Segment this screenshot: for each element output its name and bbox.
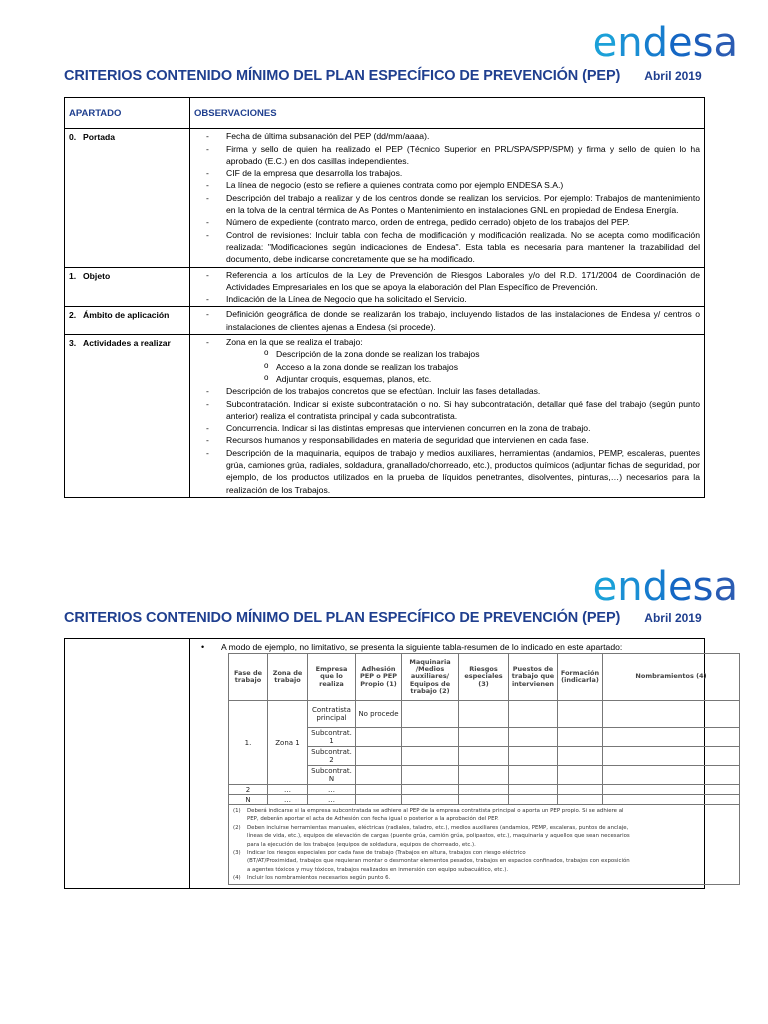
list-item [194,216,700,228]
fase-cell: 1. [229,701,268,785]
endesa-logo [593,564,738,610]
empresa-cell: Subcontrat. 1 [308,728,356,747]
sub-list-item: o Acceso a la zona donde se realizan los trabajos [258,361,700,373]
list-item [194,130,700,142]
list-item [194,447,700,496]
footnote-number: (4) [233,875,241,882]
summary-header-cell: Adhesión PEP o PEP Propio (1) [356,654,402,701]
footnote-number: (1) [233,808,241,814]
observation-list [194,130,700,265]
section-title: Ámbito de aplicación [83,310,170,321]
table-row [229,701,740,728]
section-label [65,335,190,498]
document-page-2 [0,560,768,1024]
summary-table [228,653,740,805]
section-label [65,129,190,267]
table-row [65,129,705,267]
list-item-text: Control de revisiones: Incluir tabla con fecha de modificación y modificación realizada. No se acepta como modificación realizada: "Modificaciones según indicaciones de Endesa". Esta tabla es necesaria para mantener la trazabilidad del documento, debe indicarse concretamente que se ha modificado. [226,229,700,265]
section-number: 0. [69,132,77,143]
criteria-table-body [65,129,705,498]
section-observations [190,129,705,267]
document-title: CRITERIOS CONTENIDO MÍNIMO DEL PLAN ESPECÍFICO DE PREVENCIÓN (PEP) [64,68,621,84]
summary-table-image [228,653,740,885]
footnote-text: Indicar los riesgos especiales por cada fase de trabajo (Trabajos en altura, trabajos con riesgo eléctrico [247,850,526,857]
summary-header-cell: Riesgos especiales (3) [459,654,509,701]
section-observations [190,307,705,335]
list-item-text: Zona en la que se realiza el trabajo: [226,337,363,348]
section-label [65,307,190,335]
example-intro-text: A modo de ejemplo, no limitativo, se presenta la siguiente tabla-resumen de lo indicado en este apartado: [221,642,623,652]
footnote-text: Deben incluirse herramientas manuales, eléctricas (radiales, taladro, etc.), medios auxiliares (andamios, PEMP, escaleras, puntos de anclaje, [247,824,629,831]
empresa-cell: Subcontrat. 2 [308,747,356,766]
list-item [194,398,700,423]
list-item-text: Número de expediente (contrato marco, orden de entrega, pedido cerrado) objeto de los trabajos del PEP. [226,217,630,228]
adhesion-cell: No procede [356,701,402,728]
footnote [233,874,735,882]
footnote [233,849,735,857]
list-item-text: Referencia a los artículos de la Ley de Prevención de Riesgos Laborales y/o del R.D. 171/2004 de Coordinación de Actividades Empresariales en los que se apoya la elaboración del Plan Específico de Prevención. [226,269,700,292]
list-item [194,434,700,446]
list-item [194,269,700,294]
list-item [194,179,700,191]
empresa-cell: Subcontrat. N [308,766,356,785]
table-row [229,785,740,795]
list-item [194,192,700,217]
observation-list [194,336,700,496]
sub-list [258,348,700,385]
sub-list-item: o Descripción de la zona donde se realizan los trabajos [258,348,700,360]
fase-cell: N [229,795,268,805]
empresa-cell: … [308,795,356,805]
list-item-text: Descripción de los trabajos concretos que se efectúan. Incluir las fases detalladas. [226,386,541,397]
section-title: Objeto [83,270,111,281]
list-item-text: CIF de la empresa que desarrolla los trabajos. [226,168,403,179]
empresa-cell: … [308,785,356,795]
criteria-table [64,97,705,498]
section-observations [190,335,705,498]
zona-cell: … [268,795,308,805]
summary-header-cell: Formación (indicarla) [558,654,603,701]
list-item-text: La línea de negocio (esto se refiere a quienes contrata como por ejemplo ENDESA S.A.) [226,180,564,191]
summary-header-cell: Fase de trabajo [229,654,268,701]
list-item-text: Indicación de la Línea de Negocio que ha solicitado el Servicio. [226,294,467,305]
summary-header-cell: Nombramientos (4) [603,654,740,701]
list-item [194,229,700,266]
bullet-icon: • [201,642,205,652]
footnote-text: (BT/AT/Proximidad, trabajos que requieran montar o desmontar elementos pesados, trabajos en espacios confinados, trabajos con exposición [247,858,630,865]
list-item-text: Firma y sello de quien ha realizado el PEP (Técnico Superior en PRL/SPA/SPP/SPM) y firma y sello de quien lo ha aprobado (E.C.) en dos casillas independientes. [226,143,700,166]
column-header-observaciones: OBSERVACIONES [190,98,705,129]
summary-header-row [229,654,740,701]
list-item-text: Subcontratación. Indicar si existe subcontratación o no. Si hay subcontratación, detallar qué fase del trabajo (según punto anterior) realiza el contratista principal y cada subcontratista. [226,398,700,421]
fase-cell: 2 [229,785,268,795]
footnote-text: Incluir los nombramientos necesarios según punto 6. [247,875,391,882]
section-title: Actividades a realizar [83,338,171,349]
footnote [233,807,735,815]
list-item [194,422,700,434]
continuation-table [64,638,705,889]
table-row [229,795,740,805]
logo-letter: e [592,564,618,610]
logo-letter: s [692,564,714,610]
list-item-text: Recursos humanos y responsabilidades en materia de seguridad que intervienen en cada fase. [226,435,589,446]
observation-list [194,308,700,333]
list-item [194,308,700,333]
logo-letter: e [668,564,693,610]
footnote-number: (2) [233,824,241,831]
logo-letter: s [692,20,714,66]
document-header [64,610,702,626]
logo-letter: a [713,20,738,66]
observation-list [194,269,700,306]
table-header-row [65,98,705,129]
summary-header-cell: Zona de trabajo [268,654,308,701]
document-date: Abril 2019 [644,611,702,625]
summary-footnotes [228,805,740,885]
zona-cell: Zona 1 [268,701,308,785]
section-title: Portada [83,132,115,143]
section-label [65,267,190,307]
footnote-text: PEP, deberán aportar el acta de Adhesión con fecha igual o posterior a la aprobación del PEP. [247,816,499,823]
endesa-logo [593,20,738,66]
section-number: 1. [69,270,77,281]
logo-letter: e [592,20,618,66]
empresa-cell: Contratista principal [308,701,356,728]
section-number: 3. [69,338,77,349]
list-item [194,143,700,168]
table-row [65,307,705,335]
sub-list-item: o Adjuntar croquis, esquemas, planos, etc. [258,373,700,385]
section-number: 2. [69,310,77,321]
document-date: Abril 2019 [644,69,702,83]
footnote-text: para la ejecución de los trabajos (equipos de soldadura, equipos de chorreado, etc.). [247,841,476,848]
list-item-text: Concurrencia. Indicar si las distintas empresas que intervienen concurren en la zona de trabajo. [226,423,591,434]
summary-header-cell: Empresa que lo realiza [308,654,356,701]
document-header [64,68,702,84]
list-item [194,167,700,179]
example-intro [201,641,701,653]
logo-letter: d [642,20,669,66]
footnote-number: (3) [233,850,241,857]
column-header-apartado: APARTADO [65,98,190,129]
footnote-text: Deberá indicarse si la empresa subcontratada se adhiere al PEP de la empresa contratista principal o aporta un PEP propio. Si se adhiere al [247,808,624,814]
list-item-text: Descripción de la maquinaria, equipos de trabajo y medios auxiliares, herramientas (andamios, PEMP, escaleras, puentes grúa, camiones grúa, radiales, soldadura, granallado/chorreado, etc.), productos químicos (adjuntar fichas de seguridad, por ejemplo, de los productos utilizados en la prueba de líquidos penetrantes, disolventes, pinturas,…) necesarios para la realización de los Trabajos. [226,447,700,495]
footnote-text: líneas de vida, etc.), equipos de elevación de cargas (puente grúa, camión grúa, polipastos, etc.), maquinaria y aquellos que sean necesarios [247,833,630,840]
column-divider [189,639,190,888]
list-item [194,336,700,385]
summary-header-cell: Maquinaria /Medios auxiliares/ Equipos de trabajo (2) [402,654,459,701]
logo-letter: n [617,564,643,610]
list-item-text: Descripción del trabajo a realizar y de los centros donde se realizan los servicios. Por ejemplo: Trabajos de mantenimiento en la tolva de la central térmica de As Pontes o Mantenimiento en instalaciones GNL en propiedad de Endesa Energía. [226,192,700,216]
logo-letter: e [668,20,693,66]
zona-cell: … [268,785,308,795]
section-observations [190,267,705,307]
list-item [194,385,700,397]
list-item-text: Fecha de última subsanación del PEP (dd/mm/aaaa). [226,131,430,142]
list-item-text: Definición geográfica de donde se realizarán los trabajo, incluyendo listados de las instalaciones de Endesa y/ centros o instalaciones de clientes ajenas a Endesa (si procede). [226,309,700,332]
logo-letter: a [713,564,738,610]
table-row [65,267,705,307]
summary-header-cell: Puestos de trabajo que intervienen [509,654,558,701]
footnote [233,824,735,832]
list-item [194,293,700,305]
table-row [65,335,705,498]
logo-letter: n [617,20,643,66]
footnote-text: a agentes tóxicos y muy tóxicos, trabajos realizados en inmersión con equipo subacuático, etc.). [247,866,509,873]
document-title: CRITERIOS CONTENIDO MÍNIMO DEL PLAN ESPECÍFICO DE PREVENCIÓN (PEP) [64,610,621,626]
logo-letter: d [642,564,669,610]
